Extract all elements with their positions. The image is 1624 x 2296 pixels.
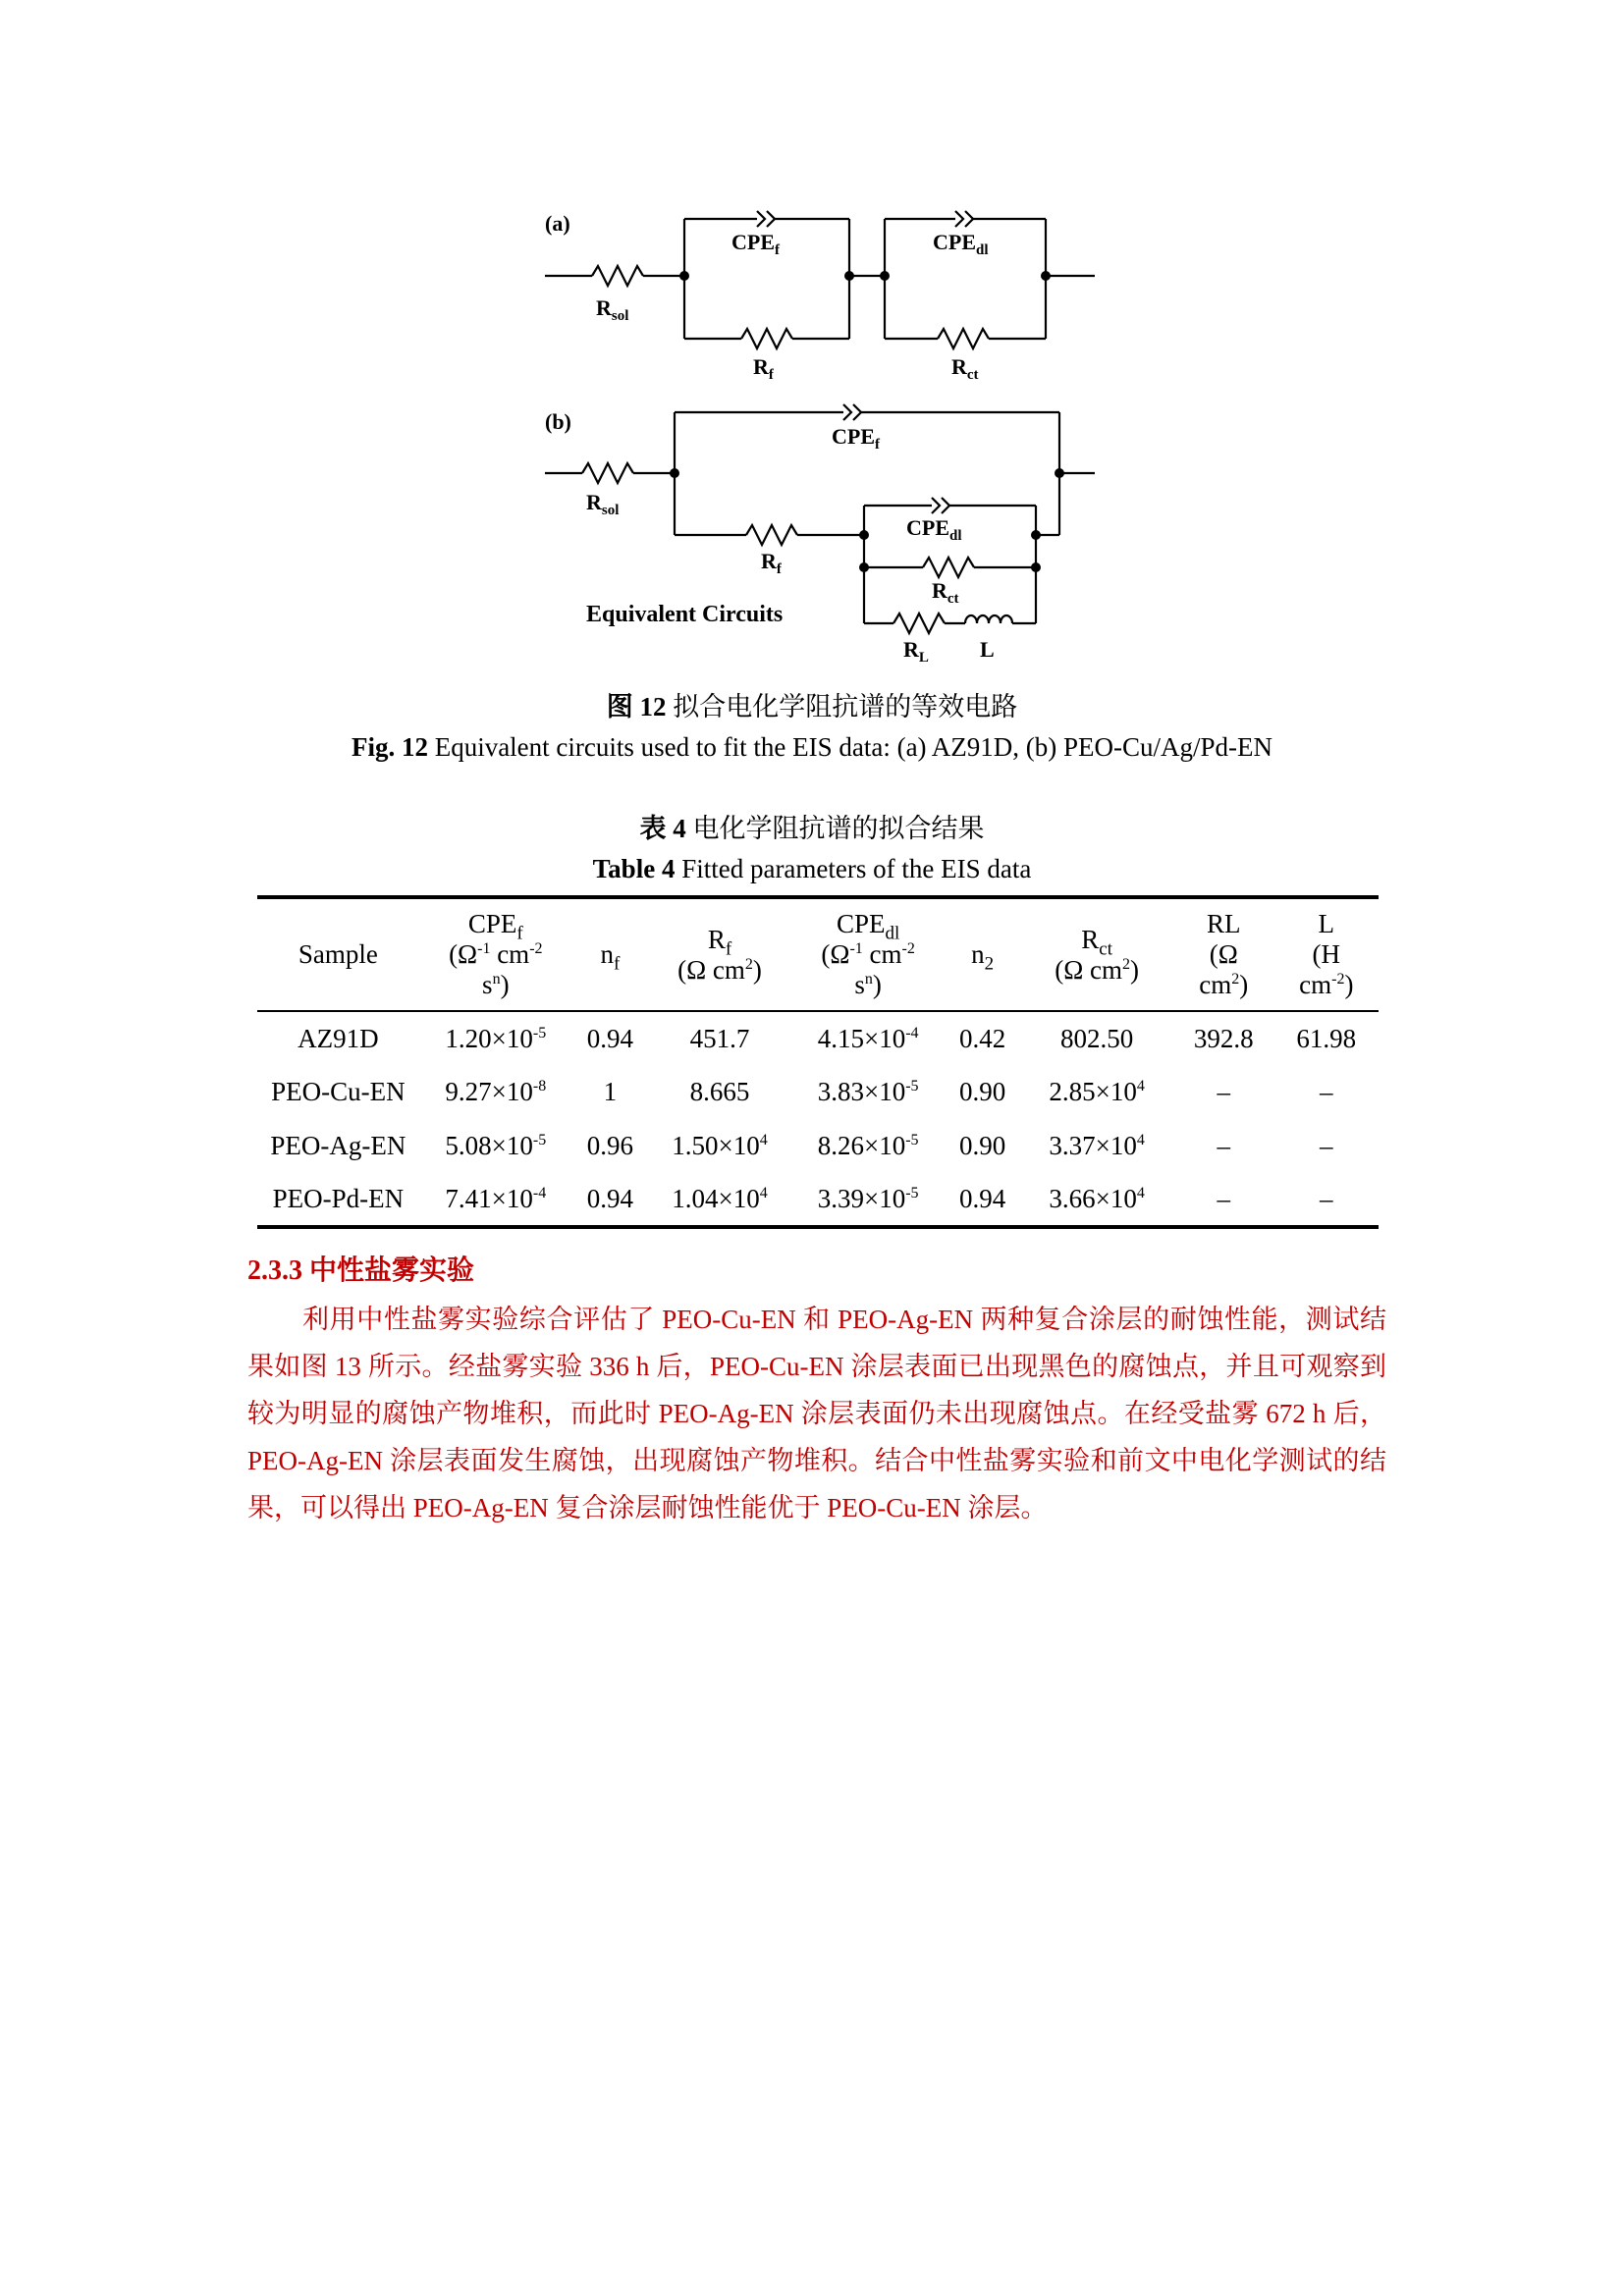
cell-l: –	[1320, 1077, 1333, 1106]
b-cpedl-symbol	[932, 498, 940, 513]
cell-n2: 0.90	[959, 1077, 1006, 1106]
a-rf-resistor	[741, 329, 792, 348]
header-cpef: $CPE_f$ ($\Omega^{-1}$ $cm^{-2}$ $s^n$)	[419, 897, 572, 1011]
cell-rct: $3.66\times 10^4$	[1020, 1173, 1173, 1227]
a-cpef-label: $CPE_f$	[731, 230, 780, 258]
cell-cpef: $1.20\times 10^{-5}$	[445, 1023, 547, 1053]
a-rsol-label: $R_{sol}$	[596, 295, 629, 324]
cell-cpef: $7.41\times 10^{-4}$	[419, 1173, 572, 1227]
circuit-diagram	[525, 191, 1114, 682]
cell-nf: 0.94	[572, 1173, 648, 1227]
header-sample: Sample	[257, 897, 419, 1011]
cell-rl: –	[1217, 1131, 1231, 1160]
circuit-b-label: (b)	[545, 409, 571, 434]
a-cpedl-label: $CPE_{dl}$	[933, 230, 989, 258]
b-rct-resistor	[923, 558, 974, 577]
cell-rl: 392.8	[1193, 1023, 1254, 1053]
circuit-title: Equivalent Circuits	[586, 602, 784, 627]
cell-sample: PEO-Ag-EN	[270, 1131, 406, 1160]
section-paragraph: 利用中性盐雾实验综合评估了 PEO-Cu-EN 和 PEO-Ag-EN 两种复合涂层的耐蚀性能，测试结果如图 13 所示。经盐雾实验 336 h 后，PEO-Cu-EN 涂层表面已出现黑色的腐蚀点，并且可观察到较为明显的腐蚀产物堆积，而此时 PEO-Ag-EN 涂层表面仍未出现腐蚀点。在经受盐雾 672 h 后，PEO-Ag-EN 涂层表面发生腐蚀，出现腐蚀产物堆积。结合中性盐雾实验和前文中电化学测试的结果，可以得出 PEO-Ag-EN 复合涂层耐蚀性能优于 PEO-Cu-EN 涂层。	[247, 1305, 1386, 1522]
b-rf-label: $R_f$	[761, 549, 782, 577]
header-rl: RL (Ω $cm^2$)	[1173, 897, 1274, 1011]
cell-sample: AZ91D	[298, 1023, 379, 1053]
figure-caption-en: Fig. 12 Equivalent circuits used to fit the EIS data: (a) AZ91D, (b) PEO-Cu/Ag/Pd-EN	[351, 732, 1273, 762]
cell-nf: 1	[603, 1077, 618, 1106]
cell-rl: –	[1173, 1173, 1274, 1227]
cell-l: 61.98	[1296, 1023, 1357, 1053]
cell-rf: 451.7	[689, 1023, 750, 1053]
cell-rf: $1.50\times 10^4$	[672, 1131, 768, 1160]
cell-n2: 0.90	[959, 1131, 1006, 1160]
table-row	[257, 1065, 1379, 1119]
header-cpedl: $CPE_{dl}$ ($\Omega^{-1}$ $cm^{-2}$ $s^n$)	[791, 897, 945, 1011]
cell-rct: $2.85\times 10^4$	[1049, 1077, 1145, 1106]
b-cpedl-label: $CPE_{dl}$	[906, 515, 962, 544]
b-rl-label: $R_L$	[903, 637, 929, 666]
circuit-a-wires	[545, 211, 1095, 348]
cell-rf: 8.665	[689, 1077, 750, 1106]
a-cpef-symbol	[757, 211, 765, 227]
b-rct-label: $R_{ct}$	[932, 578, 959, 607]
eis-parameters-table	[257, 895, 1379, 1229]
b-cpef-label: $CPE_f$	[832, 424, 880, 453]
cell-l: –	[1320, 1131, 1333, 1160]
section-heading: 2.3.3 中性盐雾实验	[247, 1255, 475, 1286]
header-rct: $R_{ct}$ (Ω $cm^2$)	[1020, 897, 1173, 1011]
b-cpef-symbol	[843, 404, 851, 420]
cell-nf: 0.96	[586, 1131, 633, 1160]
header-n2: $n_2$	[945, 897, 1020, 1011]
circuit-a-label: (a)	[545, 211, 570, 236]
cell-rl: –	[1217, 1077, 1231, 1106]
header-l: L (H $cm^{-2}$)	[1274, 897, 1379, 1011]
cell-cpedl: $3.83\times 10^{-5}$	[817, 1077, 919, 1106]
b-rf-resistor	[746, 525, 797, 545]
cell-rct: $3.37\times 10^4$	[1049, 1131, 1145, 1160]
a-rf-label: $R_f$	[753, 354, 774, 383]
cell-cpedl: $3.39\times 10^{-5}$	[791, 1173, 945, 1227]
cell-rf: $1.04\times 10^4$	[648, 1173, 791, 1227]
table-row	[257, 1119, 1379, 1173]
cell-n2: 0.42	[959, 1023, 1006, 1053]
cell-nf: 0.94	[586, 1023, 633, 1053]
table-row	[257, 1173, 1379, 1227]
table-caption-en: Table 4 Fitted parameters of the EIS data	[592, 854, 1032, 883]
a-rct-label: $R_{ct}$	[951, 354, 979, 383]
cell-sample: PEO-Cu-EN	[271, 1077, 406, 1106]
header-nf: $n_f$	[572, 897, 648, 1011]
cell-cpef: $5.08\times 10^{-5}$	[445, 1131, 547, 1160]
table-row	[257, 1011, 1379, 1065]
cell-rct: 802.50	[1059, 1023, 1134, 1053]
table-caption-cn: 表 4 电化学阻抗谱的拟合结果	[639, 814, 985, 843]
circuit-b-nodes	[670, 468, 1064, 572]
a-rct-resistor	[938, 329, 989, 348]
figure-caption-cn: 图 12 拟合电化学阻抗谱的等效电路	[606, 692, 1018, 721]
cell-n2: 0.94	[945, 1173, 1020, 1227]
cell-sample: PEO-Pd-EN	[257, 1173, 419, 1227]
cell-l: –	[1274, 1173, 1379, 1227]
b-l-label: L	[980, 637, 995, 662]
cell-cpef: $9.27\times 10^{-8}$	[445, 1077, 547, 1106]
cell-cpedl: $4.15\times 10^{-4}$	[817, 1023, 919, 1053]
cell-cpedl: $8.26\times 10^{-5}$	[817, 1131, 919, 1160]
b-rsol-resistor	[582, 463, 633, 483]
equivalent-circuit-figure	[525, 191, 1114, 682]
b-inductor	[965, 615, 1012, 623]
b-rl-resistor	[893, 614, 945, 633]
b-rsol-label: $R_{sol}$	[586, 490, 620, 518]
header-rf: $R_f$ (Ω $cm^2$)	[648, 897, 791, 1011]
a-cpedl-symbol	[955, 211, 963, 227]
a-rsol-resistor	[592, 266, 643, 286]
table-header-row	[257, 897, 1379, 1011]
circuit-b-wires	[545, 404, 1095, 633]
